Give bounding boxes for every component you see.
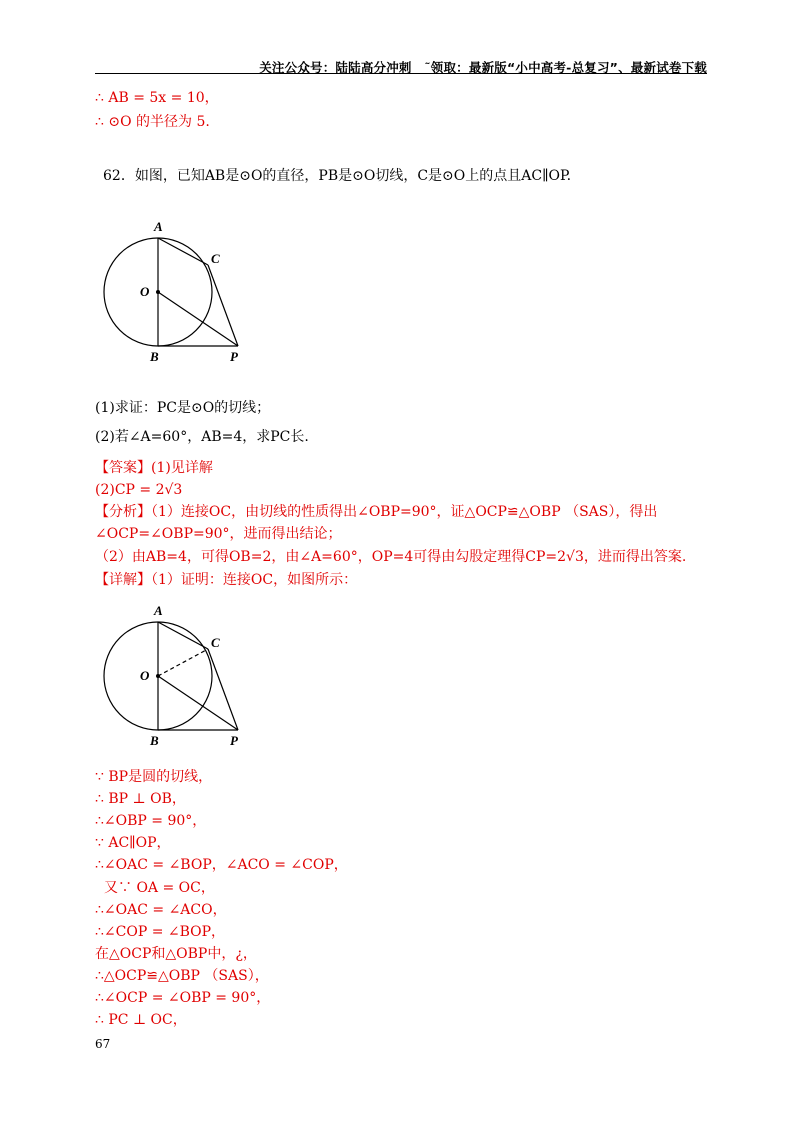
detail-heading: 【详解】（1）证明：连接OC，如图所示： (95, 572, 358, 588)
label-b: B (150, 349, 159, 364)
segment-ac (158, 238, 208, 265)
label-c: C (211, 635, 220, 650)
proof-step: ∴∠OCP = ∠OBP = 90°， (95, 990, 271, 1006)
label-a: A (154, 219, 163, 234)
label-b: B (150, 733, 159, 748)
proof-step: ∴∠OBP = 90°， (95, 813, 207, 829)
label-p: P (230, 733, 238, 748)
label-p: P (230, 349, 238, 364)
answer-line: (2)CP = 2√3 (95, 482, 183, 498)
question-part-1: (1)求证：PC是⊙O的切线； (95, 400, 271, 416)
geometry-figure-1 (100, 218, 260, 368)
proof-step: ∵ BP是圆的切线， (95, 769, 213, 785)
segment-op (158, 292, 238, 346)
proof-step: 又∵ OA = OC， (104, 880, 215, 896)
page-header: 关注公众号：陆陆高分冲刺 ˜领取：最新版“小中高考-总复习”、最新试卷下载 (259, 60, 707, 75)
center-dot (156, 290, 160, 294)
segment-cp (208, 649, 238, 730)
segment-op (158, 676, 238, 730)
analysis-line: 【分析】（1）连接OC，由切线的性质得出∠OBP=90°，证△OCP≌△OBP （SAS），得出 (95, 504, 658, 520)
analysis-line: （2）由AB=4，可得OB=2，由∠A=60°，OP=4可得由勾股定理得CP=2√3，进而得出答案. (95, 549, 687, 565)
solution-line: ∴ AB = 5x = 10， (95, 90, 219, 106)
proof-step: ∴△OCP≌△OBP （SAS）， (95, 968, 269, 984)
question-part-2: (2)若∠A=60°，AB=4，求PC长. (95, 429, 309, 445)
proof-step: 在△OCP和△OBP中，¿， (95, 946, 257, 962)
proof-step: ∴∠COP = ∠BOP， (95, 924, 226, 940)
label-c: C (211, 251, 220, 266)
label-o: O (140, 284, 150, 299)
page-number: 67 (95, 1037, 111, 1051)
label-o: O (140, 668, 150, 683)
question-stem: 62．如图，已知AB是⊙O的直径，PB是⊙O切线，C是⊙O上的点且AC∥OP. (103, 168, 572, 184)
dashed-oc (158, 649, 208, 676)
header-rule (95, 73, 707, 74)
solution-line: ∴ ⊙O 的半径为 5. (95, 114, 210, 130)
segment-cp (208, 265, 238, 346)
proof-step: ∴∠OAC = ∠ACO， (95, 902, 227, 918)
geometry-figure-2 (100, 602, 260, 752)
analysis-line: ∠OCP=∠OBP=90°，进而得出结论； (95, 526, 342, 542)
answer-line: 【答案】(1)见详解 (95, 460, 213, 476)
label-a: A (154, 603, 163, 618)
proof-step: ∴∠OAC = ∠BOP，∠ACO = ∠COP， (95, 857, 348, 873)
segment-ac (158, 622, 208, 649)
center-dot (156, 674, 160, 678)
proof-step: ∴ PC ⊥ OC， (95, 1012, 187, 1028)
proof-step: ∵ AC∥OP， (95, 835, 171, 851)
proof-step: ∴ BP ⊥ OB， (95, 791, 186, 807)
